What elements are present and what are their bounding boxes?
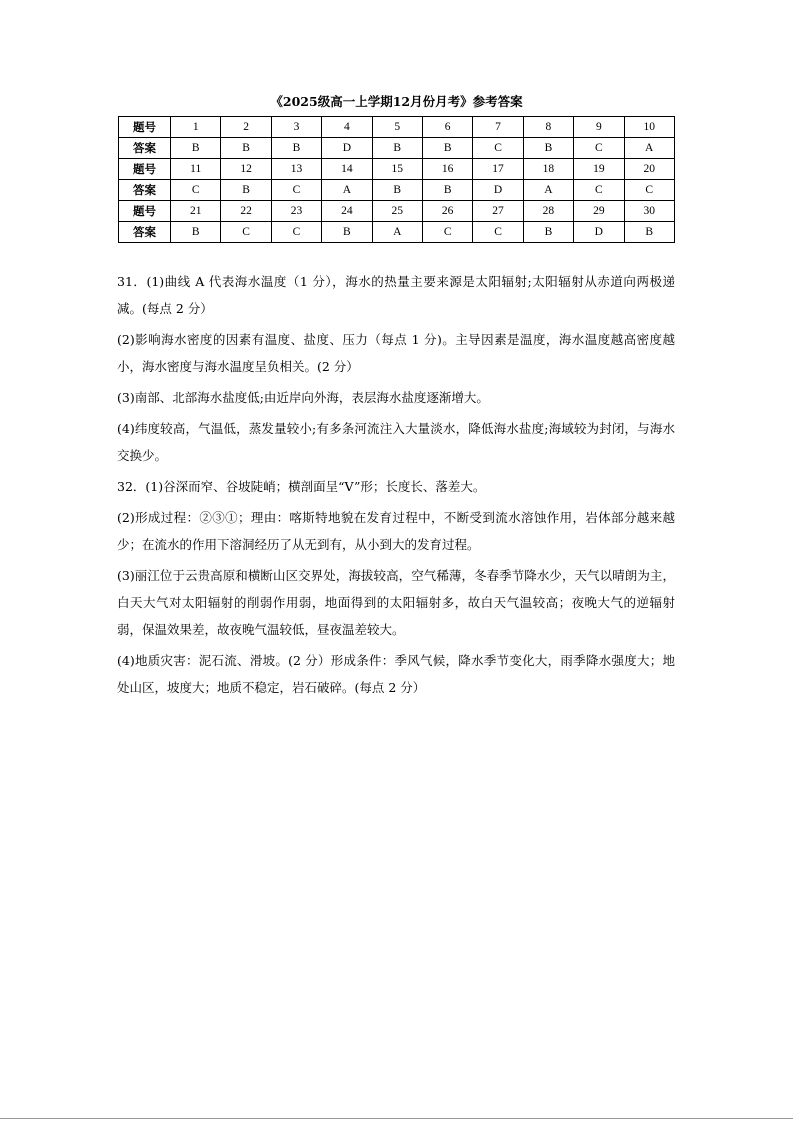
question-number-cell: 24: [322, 201, 372, 222]
q32-part1: 32．(1)谷深而窄、谷坡陡峭；横剖面呈“V”形；长度长、落差大。: [117, 479, 486, 494]
answer-cell: A: [372, 222, 422, 243]
answer-cell: D: [574, 222, 624, 243]
question-number-cell: 6: [422, 117, 472, 138]
answer-cell: C: [221, 222, 271, 243]
answer-cell: B: [322, 222, 372, 243]
answer-cell: B: [372, 180, 422, 201]
row-label: 答案: [119, 222, 171, 243]
question-number-cell: 28: [523, 201, 573, 222]
question-number-cell: 18: [523, 159, 573, 180]
answer-cell: C: [171, 180, 221, 201]
q32-part3: (3)丽江位于云贵高原和横断山区交界处，海拔较高，空气稀薄，冬春季节降水少，天气以晴朗为主，白天大气对太阳辐射的削弱作用弱，地面得到的太阳辐射多，故白天气温较高；夜晚大气的逆辐射弱，保温效果差，故夜晚气温较低，昼夜温差较大。: [117, 568, 675, 637]
answer-row: [119, 180, 675, 201]
question-number-cell: 21: [171, 201, 221, 222]
question-number-cell: 23: [271, 201, 321, 222]
row-label: 答案: [119, 180, 171, 201]
row-label: 题号: [119, 159, 171, 180]
question-number-row: [119, 159, 675, 180]
question-number-cell: 16: [422, 159, 472, 180]
page-bottom-divider: [0, 1118, 793, 1119]
question-number-cell: 5: [372, 117, 422, 138]
q32-part2: (2)形成过程：②③①；理由：喀斯特地貌在发育过程中，不断受到流水溶蚀作用，岩体部分越来越少；在流水的作用下溶洞经历了从无到有，从小到大的发育过程。: [117, 510, 675, 552]
answer-cell: B: [372, 138, 422, 159]
page-title: 《2025级高一上学期12月份月考》参考答案: [270, 94, 523, 109]
answer-cell: B: [171, 222, 221, 243]
answer-cell: C: [624, 180, 674, 201]
answer-cell: C: [574, 180, 624, 201]
answer-table-body: [119, 117, 675, 243]
answer-cell: A: [624, 138, 674, 159]
question-number-cell: 1: [171, 117, 221, 138]
answer-cell: B: [422, 138, 472, 159]
question-number-cell: 17: [473, 159, 523, 180]
question-number-cell: 25: [372, 201, 422, 222]
answer-cell: A: [322, 180, 372, 201]
question-number-row: [119, 117, 675, 138]
answer-table: [118, 116, 675, 243]
answer-cell: D: [322, 138, 372, 159]
answer-cell: B: [422, 180, 472, 201]
answer-cell: B: [523, 138, 573, 159]
question-number-cell: 12: [221, 159, 271, 180]
q31-part1: 31．(1)曲线 A 代表海水温度（1 分），海水的热量主要来源是太阳辐射;太阳辐射从赤道向两极递减。(每点 2 分）: [117, 274, 675, 316]
answer-cell: C: [271, 222, 321, 243]
q31-part4: (4)纬度较高，气温低，蒸发量较小;有多条河流注入大量淡水，降低海水盐度;海域较为封闭，与海水交换少。: [117, 421, 675, 463]
question-number-cell: 8: [523, 117, 573, 138]
question-number-cell: 20: [624, 159, 674, 180]
answer-cell: B: [271, 138, 321, 159]
answer-row: [119, 222, 675, 243]
answer-cell: C: [422, 222, 472, 243]
answer-cell: A: [523, 180, 573, 201]
question-number-cell: 29: [574, 201, 624, 222]
answer-cell: B: [221, 180, 271, 201]
answer-explanations: [117, 268, 675, 705]
answer-cell: B: [624, 222, 674, 243]
question-number-cell: 2: [221, 117, 271, 138]
row-label: 题号: [119, 117, 171, 138]
question-number-cell: 9: [574, 117, 624, 138]
question-number-cell: 10: [624, 117, 674, 138]
answer-cell: B: [523, 222, 573, 243]
q32-part4: (4)地质灾害：泥石流、滑坡。(2 分）形成条件：季风气候，降水季节变化大，雨季降水强度大；地处山区，坡度大；地质不稳定，岩石破碎。(每点 2 分）: [117, 653, 675, 695]
question-number-cell: 27: [473, 201, 523, 222]
question-number-cell: 7: [473, 117, 523, 138]
answer-cell: C: [473, 222, 523, 243]
q31-part2: (2)影响海水密度的因素有温度、盐度、压力（每点 1 分)。主导因素是温度，海水温度越高密度越小，海水密度与海水温度呈负相关。(2 分）: [117, 332, 675, 374]
q31-part3: (3)南部、北部海水盐度低;由近岸向外海，表层海水盐度逐渐增大。: [117, 390, 489, 405]
question-number-cell: 14: [322, 159, 372, 180]
answer-cell: C: [574, 138, 624, 159]
question-number-cell: 4: [322, 117, 372, 138]
answer-cell: C: [271, 180, 321, 201]
answer-row: [119, 138, 675, 159]
row-label: 答案: [119, 138, 171, 159]
question-number-cell: 3: [271, 117, 321, 138]
question-number-cell: 11: [171, 159, 221, 180]
row-label: 题号: [119, 201, 171, 222]
question-number-cell: 26: [422, 201, 472, 222]
question-number-row: [119, 201, 675, 222]
question-number-cell: 13: [271, 159, 321, 180]
question-number-cell: 22: [221, 201, 271, 222]
question-number-cell: 19: [574, 159, 624, 180]
answer-cell: B: [221, 138, 271, 159]
answer-cell: C: [473, 138, 523, 159]
question-number-cell: 30: [624, 201, 674, 222]
answer-cell: D: [473, 180, 523, 201]
question-number-cell: 15: [372, 159, 422, 180]
answer-cell: B: [171, 138, 221, 159]
